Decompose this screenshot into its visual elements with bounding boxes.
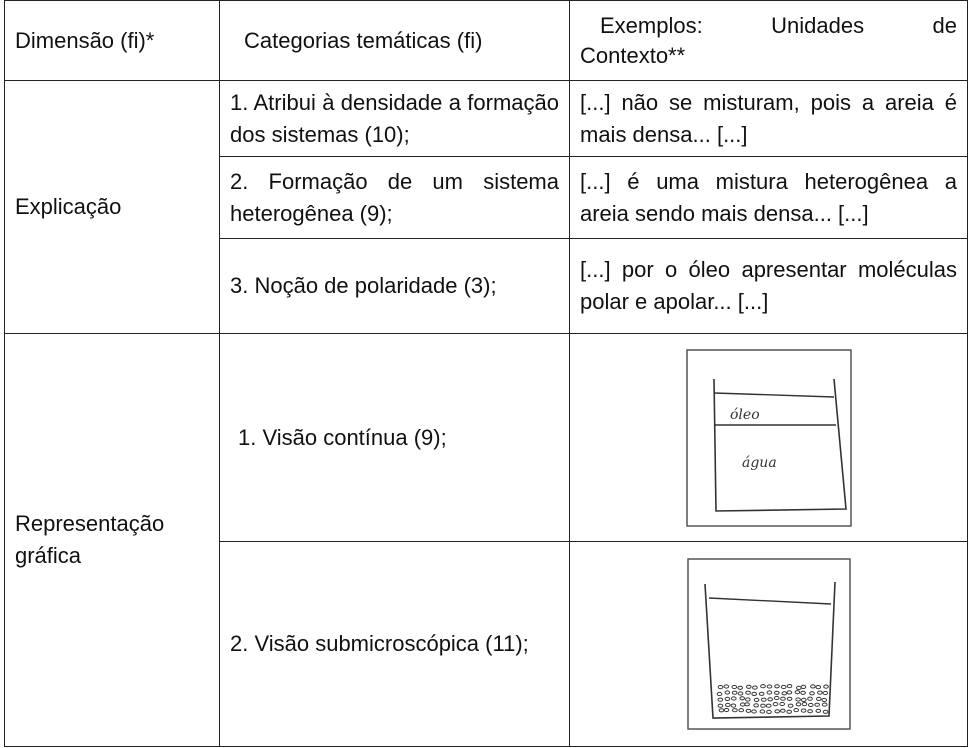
header-categories-text: Categorias temáticas (fi) xyxy=(244,27,483,53)
example-cell: [...] por o óleo apresentar moléculas polar e apolar... [...] xyxy=(570,239,968,334)
example-drawing-cell xyxy=(570,334,968,542)
table-row xyxy=(5,334,968,542)
header-dimension: Dimensão (fi)* xyxy=(5,1,220,81)
category-cell: 2. Visão submicroscópica (11); xyxy=(220,542,570,747)
header-examples-line1: Exemplos: Unidades de xyxy=(600,12,957,38)
drawing-frame xyxy=(687,350,851,526)
header-examples xyxy=(570,1,968,81)
water-label: água xyxy=(741,454,777,471)
submicroscopic-view-drawing xyxy=(687,558,851,730)
oil-label: óleo xyxy=(729,406,760,423)
category-cell: 3. Noção de polaridade (3); xyxy=(220,239,570,334)
example-cell: [...] não se misturam, pois a areia é mais densa... [...] xyxy=(570,81,968,157)
category-cell: 1. Atribui à densidade a formação dos sistemas (10); xyxy=(220,81,570,157)
category-cell: 1. Visão contínua (9); xyxy=(220,334,570,542)
example-cell: [...] é uma mistura heterogênea a areia sendo mais densa... [...] xyxy=(570,157,968,239)
header-examples-line2: Contexto** xyxy=(580,42,686,68)
dimension-explicacao: Explicação xyxy=(5,81,220,334)
document-page xyxy=(4,0,967,746)
table-header-row xyxy=(5,1,968,81)
table-row xyxy=(5,81,968,157)
example-drawing-cell xyxy=(570,542,968,747)
categories-table xyxy=(4,0,968,747)
continuous-view-drawing xyxy=(686,349,852,527)
category-cell: 2. Formação de um sistema heterogênea (9); xyxy=(220,157,570,239)
header-categories xyxy=(220,1,570,81)
dimension-representacao: Representação gráfica xyxy=(5,334,220,747)
